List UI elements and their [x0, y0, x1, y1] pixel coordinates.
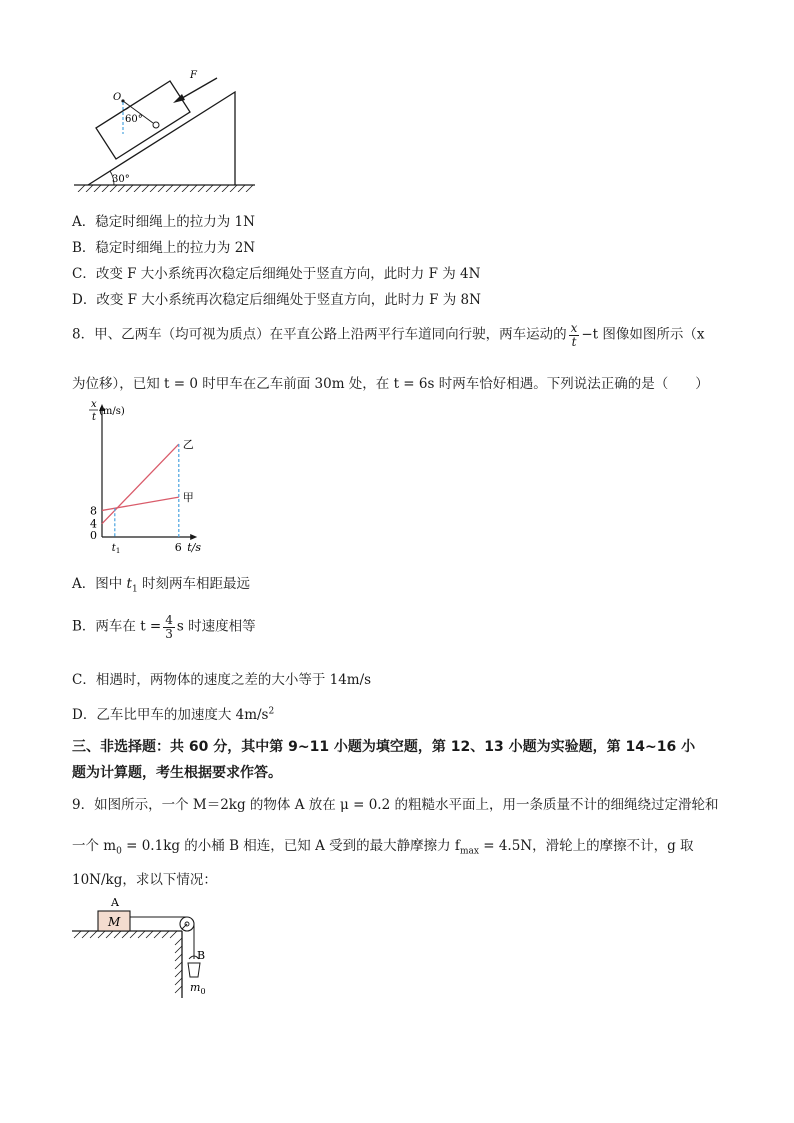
q9-line2-post: = 4.5N，滑轮上的摩擦不计，g 取 — [478, 838, 694, 854]
q8-stem-fraction — [569, 322, 580, 348]
q8-option-a — [72, 572, 250, 595]
series-label-yi: 乙 — [182, 438, 194, 452]
q8-optA-post: 时刻两车相距最远 — [137, 576, 251, 592]
y-tick-8: 8 — [90, 504, 97, 518]
q8-optD-pre: D．乙车比甲车的加速度大 4m/s — [72, 707, 269, 723]
fig1-label-O: O — [113, 92, 122, 103]
pulley-fig-label-B: B — [197, 949, 206, 962]
x-axis-arrow — [190, 534, 197, 540]
q8-optB-fraction — [163, 614, 175, 640]
q8-stem-line2: 为位移），已知 t = 0 时甲车在乙车前面 30m 处，在 t = 6s 时两车恰好相遇。下列说法正确的是（ ） — [72, 376, 709, 392]
q9-line2-pre: 一个 m — [72, 838, 117, 854]
xt-t-chart — [70, 398, 210, 560]
pulley-fig-label-m0 — [190, 981, 206, 996]
pulley-fig-label-M: M — [108, 915, 121, 929]
q8-stem-text-a: 8．甲、乙两车（均可视为质点）在平直公路上沿两平行车道同向行驶，两车运动的 — [72, 326, 567, 343]
x-tick-t1: $t_1$ — [111, 543, 121, 555]
q7-option-a: A．稳定时细绳上的拉力为 1N — [72, 214, 255, 230]
x-axis-label: t/s — [187, 541, 201, 554]
q8-optA-sub: 1 — [131, 584, 138, 595]
q9-stem-line3: 10N/kg，求以下情况： — [72, 872, 217, 888]
series-line-yi — [102, 444, 179, 524]
q9-stem-line2 — [72, 834, 694, 857]
q8-frac-den: t — [571, 334, 577, 349]
q8-optA-pre: A．图中 — [72, 576, 127, 592]
q8-option-d — [72, 703, 274, 723]
q8-option-c: C．相遇时，两物体的速度之差的大小等于 14m/s — [72, 672, 372, 688]
section3-heading-line1: 三、非选择题：共 60 分，其中第 9~11 小题为填空题，第 12、13 小题为实验题，第 14~16 小 — [72, 739, 696, 755]
y-tick-0: 0 — [90, 529, 97, 542]
q7-option-b: B．稳定时细绳上的拉力为 2N — [72, 240, 256, 256]
q8-optB-num: 4 — [165, 613, 173, 627]
fig1-label-F: F — [190, 70, 197, 81]
pulley-fig-m: m — [190, 981, 201, 994]
q8-optB-den: 3 — [165, 626, 173, 641]
q8-stem-line1 — [72, 322, 705, 348]
series-label-jia: 甲 — [182, 491, 194, 505]
fig1-angle-60: 60° — [125, 114, 143, 125]
incline-figure — [70, 62, 260, 192]
q9-line2-sub0: 0 — [116, 846, 122, 857]
q8-optA-var: t — [126, 576, 132, 592]
q8-optD-sup: 2 — [268, 706, 275, 717]
series-line-jia — [102, 497, 179, 510]
y-axis-label-num: x — [91, 399, 97, 410]
q8-frac-num: x — [570, 321, 578, 335]
q8-option-b — [72, 614, 256, 640]
q8-stem-text-b: −t 图像如图所示（x — [581, 326, 705, 343]
pulley-figure — [70, 893, 230, 1003]
q7-option-c: C．改变 F 大小系统再次稳定后细绳处于竖直方向，此时力 F 为 4N — [72, 266, 481, 282]
q9-line2-submax: max — [459, 846, 479, 857]
y-axis-label-unit: (m/s) — [99, 406, 125, 417]
x-tick-6: 6 — [174, 541, 182, 554]
y-tick-4: 4 — [90, 517, 97, 531]
pulley-fig-label-A: A — [111, 896, 119, 909]
q9-line2-mid: = 0.1kg 的小桶 B 相连，已知 A 受到的最大静摩擦力 f — [121, 838, 460, 854]
fig1-angle-30: 30° — [112, 174, 130, 185]
q8-optB-post: s 时速度相等 — [176, 618, 256, 635]
y-axis-label-den: t — [92, 412, 97, 423]
section3-heading-line2: 题为计算题，考生根据要求作答。 — [72, 765, 282, 781]
q9-stem-line1: 9．如图所示，一个 M＝2kg 的物体 A 放在 μ = 0.2 的粗糙水平面上，用一条质量不计的细绳绕过定滑轮和 — [72, 797, 719, 813]
q7-option-d: D．改变 F 大小系统再次稳定后细绳处于竖直方向，此时力 F 为 8N — [72, 292, 481, 308]
pulley-fig-m-sub: 0 — [200, 987, 206, 996]
q8-optB-pre: B．两车在 t = — [72, 618, 162, 635]
